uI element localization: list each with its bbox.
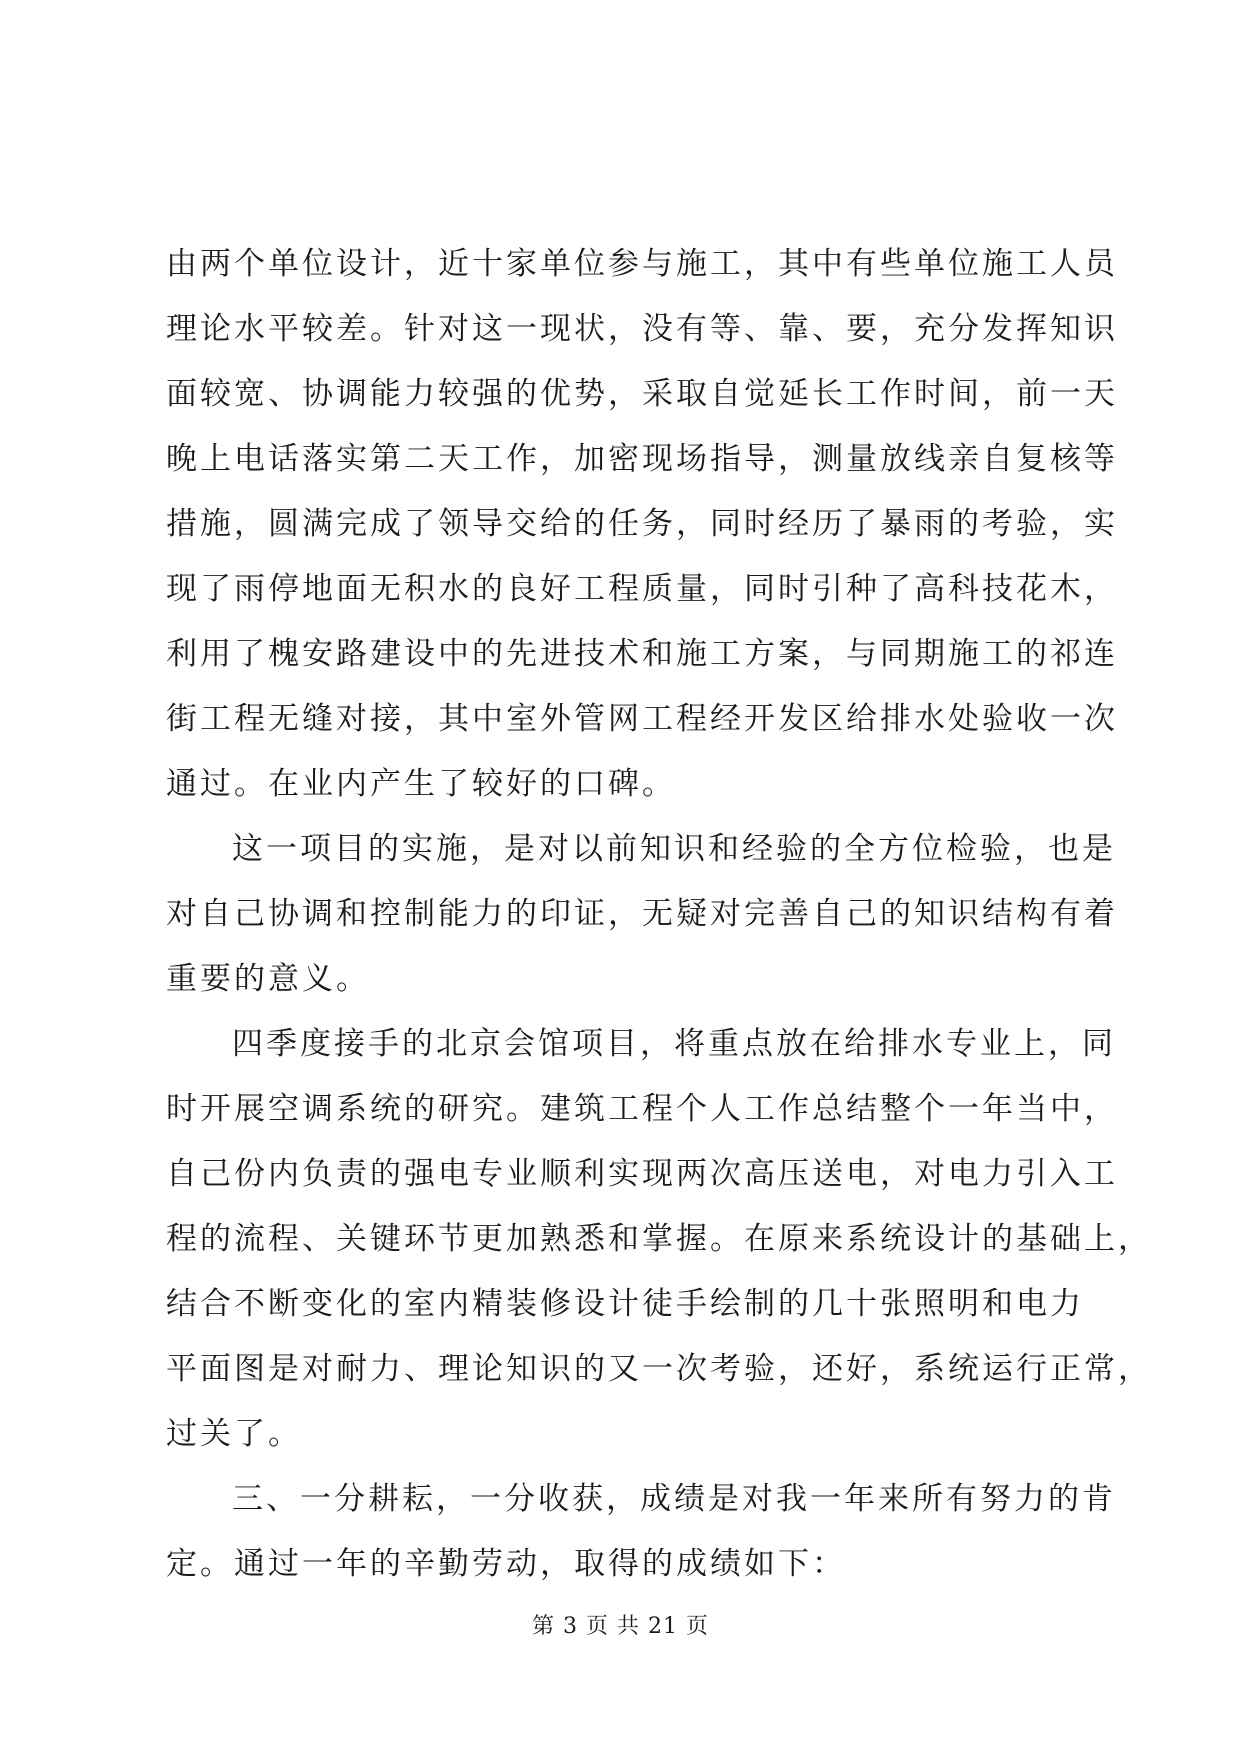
text-line: 街工程无缝对接，其中室外管网工程经开发区给排水处验收一次 [166,701,1118,737]
paragraph-3 [166,1012,1152,1467]
text-line: 由两个单位设计，近十家单位参与施工，其中有些单位施工人员 [166,246,1118,282]
text-line: 重要的意义。 [166,961,370,997]
text-line: 利用了槐安路建设中的先进技术和施工方案，与同期施工的祁连 [166,636,1118,672]
text-line: 面较宽、协调能力较强的优势，采取自觉延长工作时间，前一天 [166,376,1118,412]
text-line-indented: 三、一分耕耘，一分收获，成绩是对我一年来所有努力的肯 [232,1481,1116,1517]
page-number-footer: 第 3 页 共 21 页 [532,1614,709,1639]
text-line: 平面图是对耐力、理论知识的又一次考验，还好，系统运行正常， [166,1351,1152,1387]
text-line: 过关了。 [166,1416,302,1452]
text-line: 自己份内负责的强电专业顺利实现两次高压送电，对电力引入工 [166,1156,1118,1192]
text-line: 定。通过一年的辛勤劳动，取得的成绩如下： [166,1546,846,1582]
text-line: 结合不断变化的室内精装修设计徒手绘制的几十张照明和电力 [166,1286,1084,1322]
paragraph-2 [166,817,1118,1012]
text-line: 理论水平较差。针对这一现状，没有等、靠、要，充分发挥知识 [166,311,1118,347]
text-line: 对自己协调和控制能力的印证，无疑对完善自己的知识结构有着 [166,896,1118,932]
text-line: 时开展空调系统的研究。建筑工程个人工作总结整个一年当中， [166,1091,1118,1127]
text-line: 程的流程、关键环节更加熟悉和掌握。在原来系统设计的基础上， [166,1221,1152,1257]
text-line: 晚上电话落实第二天工作，加密现场指导，测量放线亲自复核等 [166,441,1118,477]
paragraph-4 [166,1467,1116,1597]
text-line: 措施，圆满完成了领导交给的任务，同时经历了暴雨的考验，实 [166,506,1118,542]
body-text [166,232,1152,1597]
paragraph-1 [166,232,1118,817]
text-line-indented: 四季度接手的北京会馆项目，将重点放在给排水专业上，同 [232,1026,1116,1062]
text-line-indented: 这一项目的实施，是对以前知识和经验的全方位检验，也是 [232,831,1116,867]
text-line: 现了雨停地面无积水的良好工程质量，同时引种了高科技花木， [166,571,1118,607]
text-line: 通过。在业内产生了较好的口碑。 [166,766,676,802]
